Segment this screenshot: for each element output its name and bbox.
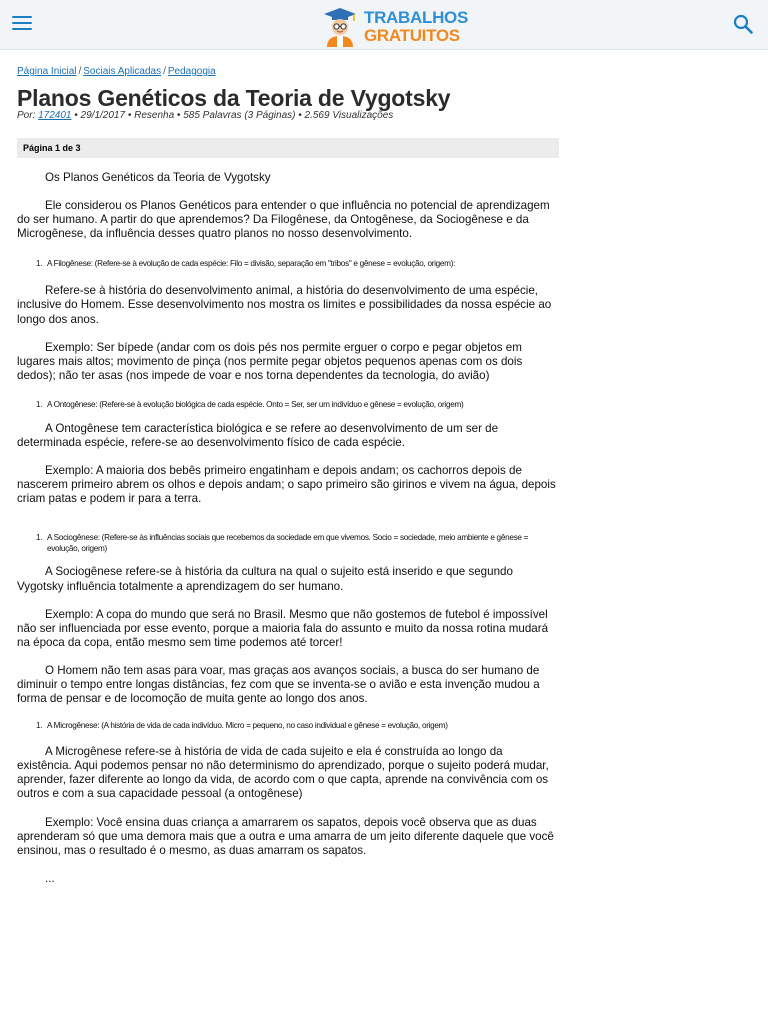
paragraph: Os Planos Genéticos da Teoria de Vygotsky	[45, 171, 271, 184]
paragraph: Exemplo: Ser bípede (andar com os dois pés nos permite erguer o corpo e pegar objetos em lugares mais altos; movimento de pinça (nos permite pegar objetos pequenos apenas com os dois dedos); não ter asas (nos impede de voar e nos torna dependentes da tecnologia, do avião)	[17, 340, 523, 382]
list-number: 1.	[36, 721, 43, 731]
logo-text-line1: TRABALHOS	[364, 8, 469, 27]
paragraph: Exemplo: A copa do mundo que será no Brasil. Mesmo que não gostemos de futebol é impossível não ser influenciada por esse evento, porque a maioria fala do assunto e muito da nossa rotina mudará na época da copa, então mesmo sem time podemos até torcer!	[17, 607, 549, 649]
paragraph: O Homem não tem asas para voar, mas graças aos avanços sociais, a busca do ser humano de diminuir o tempo entre longas distâncias, fez com que se inventa-se o avião e esta invenção mudou a forma de pensar e de locomoção de muita gente ao longo dos anos.	[17, 663, 540, 706]
paragraph: A Sociogênese refere-se à história da cultura na qual o sujeito está inserido e que segundo Vygotsky influência totalmente a aprendizagem do ser humano.	[17, 565, 513, 593]
paragraph: A Ontogênese tem característica biológica e se refere ao desenvolvimento de um ser de determinada espécie, refere-se ao desenvolvimento físico de cada espécie.	[17, 421, 499, 450]
list-item-ontogenese	[17, 399, 559, 410]
breadcrumb	[17, 66, 216, 77]
list-item-text: A Ontogênese: (Refere-se à evolução biológica de cada espécie. Onto = Ser, ser um indivíduo e gênese = evolução, origem)	[47, 399, 464, 409]
logo-text-line2: GRATUITOS	[364, 26, 460, 45]
top-navigation-bar	[0, 0, 768, 50]
breadcrumb-link-pedagogia[interactable]: Pedagogia	[167, 66, 216, 77]
list-item-text: A Microgênese: (A história de vida de cada indivíduo. Micro = pequeno, no caso individual e gênese = evolução, origem)	[47, 721, 448, 731]
paragraph: Exemplo: A maioria dos bebês primeiro engatinham e depois andam; os cachorros depois de nascerem primeiro abrem os olhos e depois andam; o sapo primeiro são girinos e vivem na água, depois criam patas e podem ir para a terra.	[17, 464, 556, 506]
page-indicator-bar	[17, 138, 559, 158]
logo-wordmark	[364, 9, 468, 45]
paragraph: Ele considerou os Planos Genéticos para entender o que influência no potencial de aprendizagem do ser humano. A partir do que aprendemos? Da Filogênese, da Ontogênese, da Sociogênese e da Microgênese, da influência desses quatro planos no nosso desenvolvimento.	[17, 199, 550, 241]
page-indicator: Página 1 de 3	[23, 143, 81, 153]
list-item-filogenese	[17, 258, 559, 269]
paragraph: A Microgênese refere-se à história de vida de cada sujeito e ela é construída ao longo da existência. Aqui podemos pensar no não determinismo do aprendizado, porque o sujeito poderá mudar, aprender, fazer diferente ao longo da vida, de acordo com o que capta, aprende na convivência com os outros e com a sua capacidade pessoal (a ontogênese)	[17, 745, 549, 801]
list-item-text: A Sociogênese: (Refere-se às influências sociais que recebemos da sociedade em que vivemos. Socio = sociedade, meio ambiente e gênese = evolução, origem)	[47, 533, 529, 554]
author-label: Por:	[17, 110, 36, 121]
search-icon[interactable]	[732, 13, 754, 35]
breadcrumb-separator: /	[78, 66, 82, 77]
document-body	[17, 171, 559, 886]
breadcrumb-separator: /	[163, 66, 166, 77]
list-item-sociogenese	[17, 532, 559, 554]
list-item-text: A Filogênese: (Refere-se à evolução de cada espécie: Filo = divisão, separação em "tribos" e gênese = evolução, origem):	[47, 259, 456, 269]
page-title: Planos Genéticos da Teoria de Vygotsky	[17, 85, 451, 111]
breadcrumb-link-sociais-aplicadas[interactable]: Sociais Aplicadas	[83, 66, 162, 77]
mascot-logo-icon	[321, 7, 359, 47]
author-link[interactable]: 172401	[38, 110, 72, 121]
meta-details: • 29/1/2017 • Resenha • 585 Palavras (3 Páginas) • 2.569 Visualizações	[71, 110, 394, 121]
list-number: 1.	[36, 399, 43, 409]
paragraph: Refere-se à história do desenvolvimento animal, a história do desenvolvimento de uma espécie, inclusive do Homem. Esse desenvolvimento nos mostra os limites e possibilidades da nossa espécie ao longo dos anos.	[17, 284, 552, 326]
breadcrumb-link-home[interactable]: Página Inicial	[17, 66, 77, 77]
hamburger-menu-icon[interactable]	[12, 16, 32, 32]
document-meta	[17, 110, 393, 121]
list-number: 1.	[36, 533, 43, 543]
list-number: 1.	[36, 259, 43, 269]
paragraph-ellipsis: ...	[45, 871, 55, 885]
paragraph: Exemplo: Você ensina duas criança a amarrarem os sapatos, depois você observa que as duas aprenderam só que uma demora mais que a outra e uma amarra de um jeito diferente daquele que você ensinou, mas o resultado é o mesmo, as duas amarram os sapatos.	[17, 815, 554, 857]
list-item-microgenese	[17, 720, 559, 731]
